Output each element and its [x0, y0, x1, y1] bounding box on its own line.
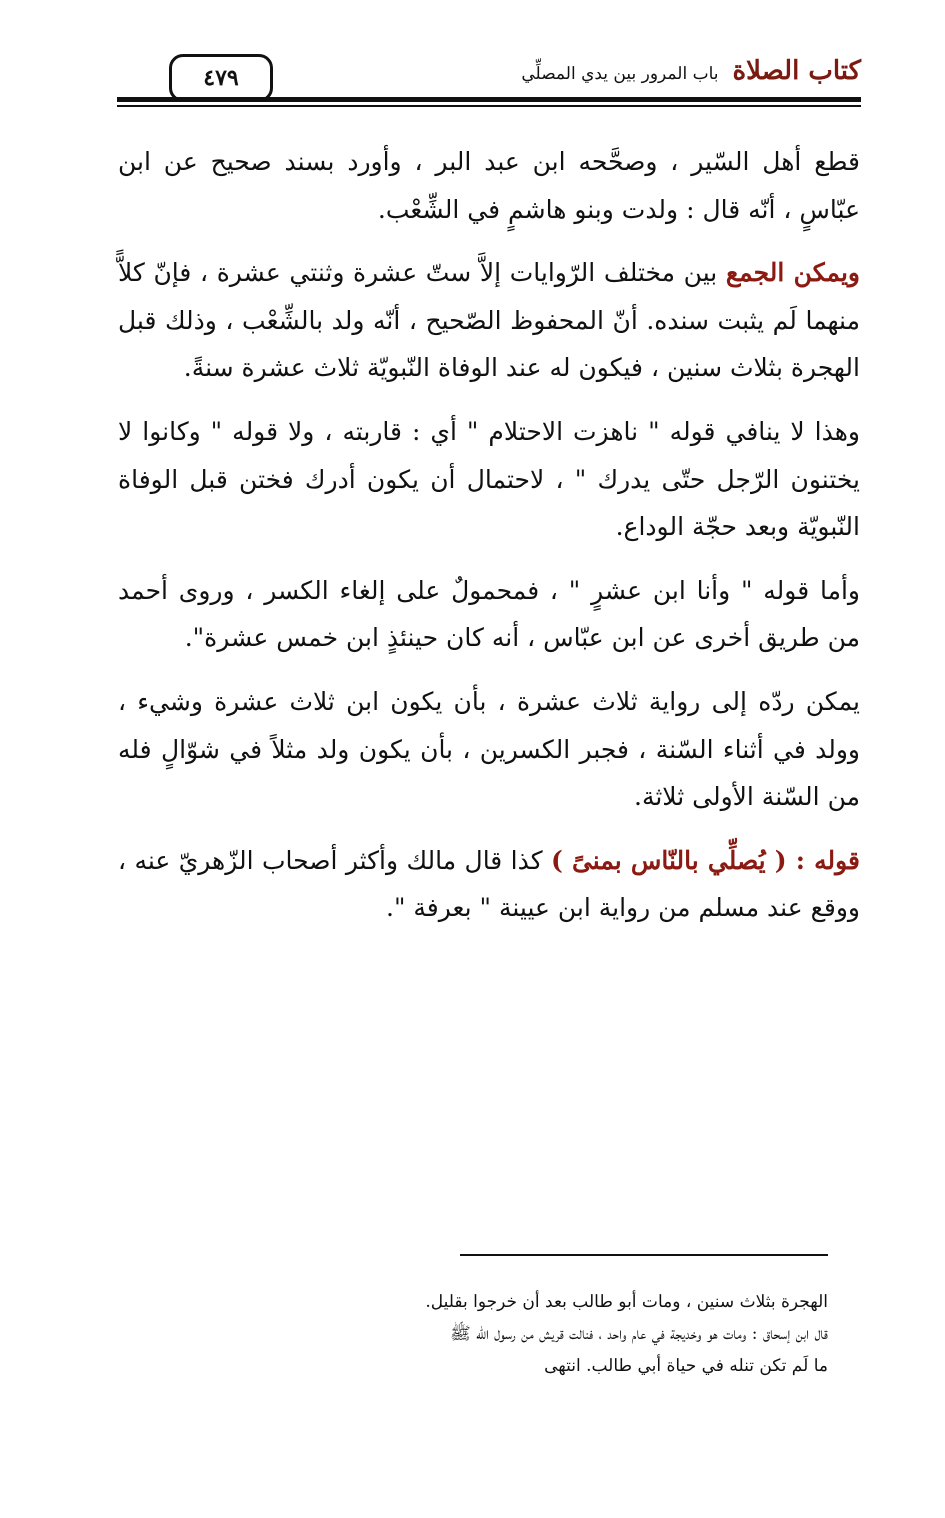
header-rule-thin: [117, 105, 861, 107]
running-title: [521, 56, 861, 86]
book-title: كتاب الصلاة: [732, 56, 861, 86]
main-text: [118, 138, 860, 948]
paragraph-2-text: بين مختلف الرّوايات إلاَّ ستّ عشرة وثنتي عشرة ، فإنّ كلاًّ منهما لَم يثبت سنده. أنّ المحفوظ الصّحيح ، أنّه ولد بالشِّعْب ، وذلك قبل الهجرة بثلاث سنين ، فيكون له عند الوفاة النّبويّة ثلاث عشرة سنةً.: [118, 258, 860, 383]
paragraph-6-text: كذا قال مالك وأكثر أصحاب الزّهريّ عنه ، ووقع عند مسلم من رواية ابن عيينة " بعرفة ".: [118, 845, 860, 923]
footnote-line-2: قال ابن إسحاق : ومات هو وخديجة في عام واحد ، فنالت قريش من رسول الله ﷺ: [450, 1324, 828, 1344]
footnote-separator: [460, 1254, 828, 1256]
paragraph-4: وأما قوله " وأنا ابن عشرٍ " ، فمحمولٌ على إلغاء الكسر ، وروى أحمد من طريق أخرى عن ابن عبّاس ، أنه كان حينئذٍ ابن خمس عشرة".: [118, 575, 860, 653]
header-rule-thick: [117, 97, 861, 102]
paragraph-3: وهذا لا ينافي قوله " ناهزت الاحتلام " أي : قاربته ، ولا قوله " وكانوا لا يختنون الرّجل حتّى يدرك " ، لاحتمال أن يكون أدرك فختن قبل الوفاة النّبويّة وبعد حجّة الوداع.: [118, 416, 860, 542]
footnote-line-3: ما لَم تكن تنله في حياة أبي طالب. انتهى: [544, 1356, 828, 1376]
paragraph-6-lead: قوله : ( يُصلِّي بالنّاس بمنىً ): [550, 845, 860, 875]
paragraph-5: يمكن ردّه إلى رواية ثلاث عشرة ، بأن يكون ابن ثلاث عشرة وشيء ، وولد في أثناء السّنة ، فجبر الكسرين ، بأن يكون ولد مثلاً في شوّالٍ فله من السّنة الأولى ثلاثة.: [118, 686, 860, 812]
paragraph-6: [118, 837, 860, 932]
paragraph-2: [118, 249, 860, 392]
footnote-line-1: الهجرة بثلاث سنين ، ومات أبو طالب بعد أن خرجوا بقليل.: [425, 1292, 828, 1312]
page-header: [117, 52, 861, 112]
paragraph-2-lead: ويمكن الجمع: [725, 258, 861, 288]
chapter-title: باب المرور بين يدي المصلِّي: [521, 64, 719, 84]
footnotes: [160, 1286, 828, 1382]
page-number-box: [169, 54, 273, 102]
page-number: ٤٧٩: [203, 65, 239, 91]
paragraph-1: قطع أهل السّير ، وصحَّحه ابن عبد البر ، وأورد بسند صحيح عن ابن عبّاسٍ ، أنّه قال : ولدت وبنو هاشمٍ في الشِّعْب.: [118, 147, 860, 224]
